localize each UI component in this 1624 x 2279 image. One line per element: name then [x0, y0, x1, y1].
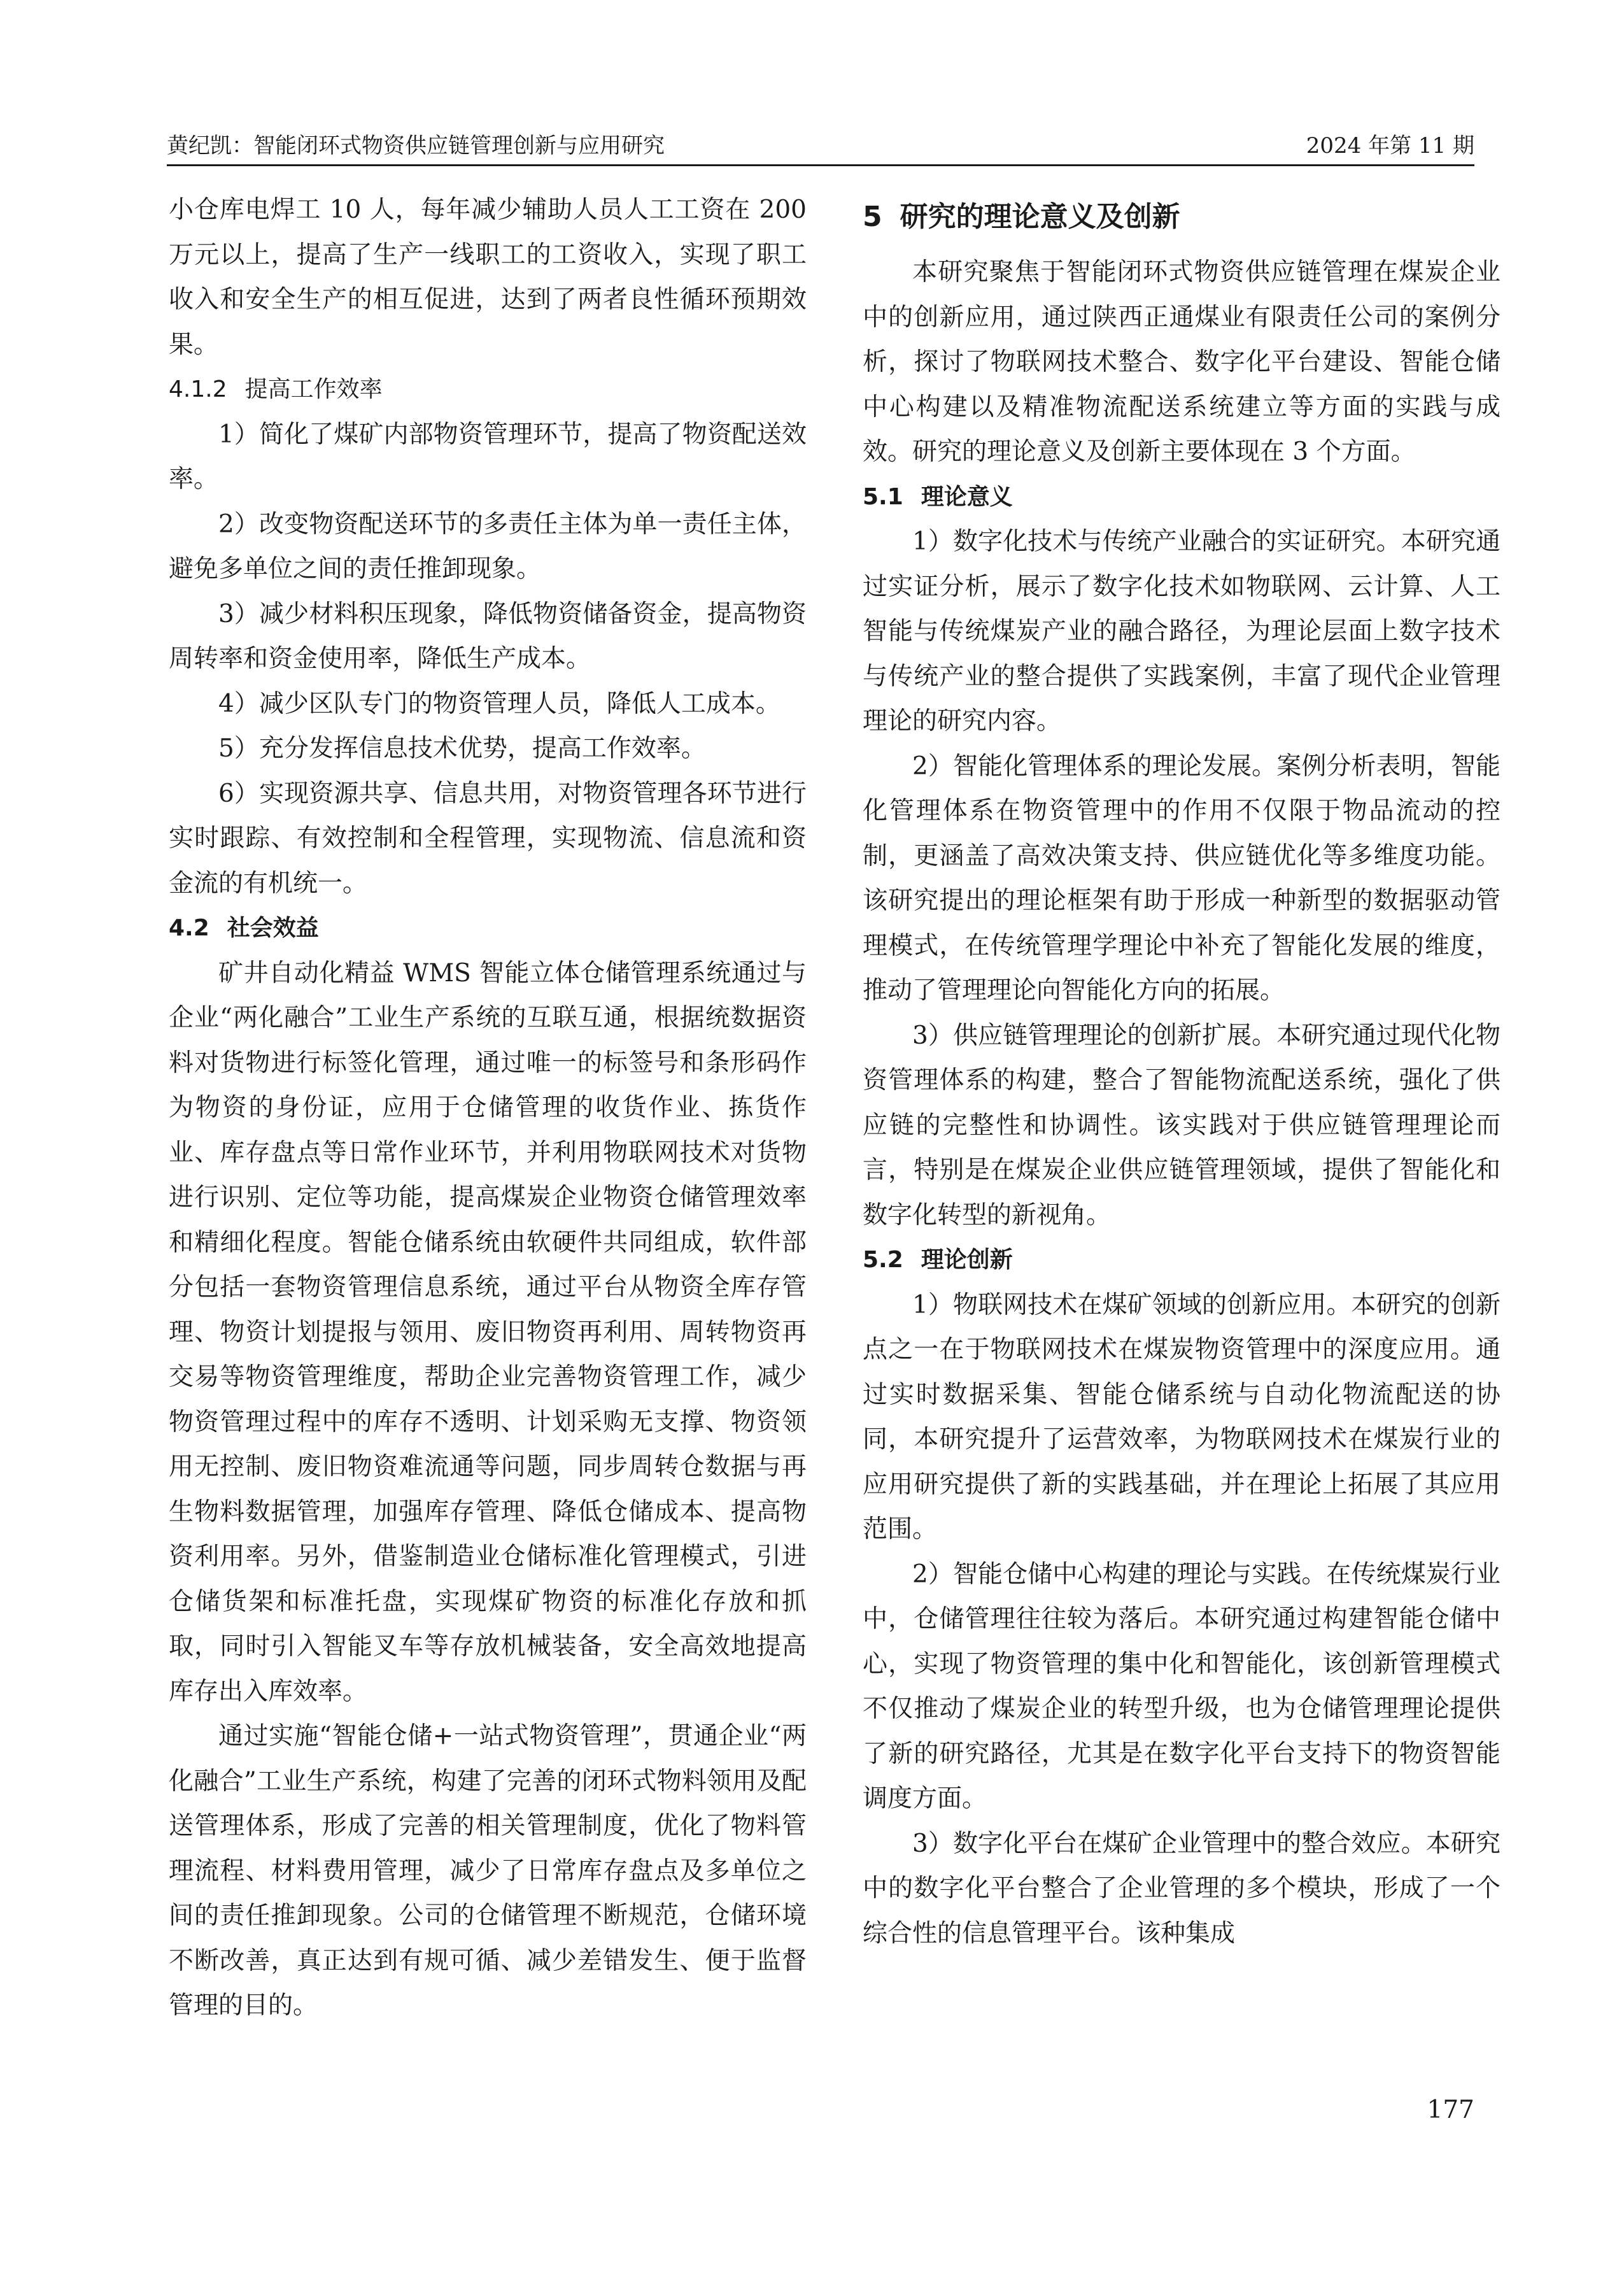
list-item: 2）智能仓储中心构建的理论与实践。在传统煤炭行业中，仓储管理往往较为落后。本研究通过构建智能仓储中心，实现了物资管理的集中化和智能化，该创新管理模式不仅推动了煤炭企业的转型升级，也为仓储管理理论提供了新的研究路径，尤其是在数字化平台支持下的物资智能调度方面。 — [863, 1559, 1500, 1813]
section-number: 4.1.2 — [169, 376, 227, 402]
section-heading-4-2 — [169, 906, 807, 951]
section-number: 5.1 — [863, 483, 903, 510]
list-item: 3）供应链管理理论的创新扩展。本研究通过现代化物资管理体系的构建，整合了智能物流配送系统，强化了供应链的完整性和协调性。该实践对于供应链管理理论而言，特别是在煤炭企业供应链管理领域，提供了智能化和数字化转型的新视角。 — [863, 1021, 1500, 1230]
body-paragraph: 通过实施“智能仓储+一站式物资管理”，贯通企业“两化融合”工业生产系统，构建了完善的闭环式物料领用及配送管理体系，形成了完善的相关管理制度，优化了物料管理流程、材料费用管理，减少了日常库存盘点及多单位之间的责任推卸现象。公司的仓储管理不断规范，仓储环境不断改善，真正达到有规可循、减少差错发生、便于监督管理的目的。 — [169, 1722, 807, 2020]
list-item: 2）智能化管理体系的理论发展。案例分析表明，智能化管理体系在物资管理中的作用不仅限于物品流动的控制，更涵盖了高效决策支持、供应链优化等多维度功能。该研究提出的理论框架有助于形成一种新型的数据驱动管理模式，在传统管理学理论中补充了智能化发展的维度，推动了管理理论向智能化方向的拓展。 — [863, 751, 1500, 1005]
list-item: 1）简化了煤矿内部物资管理环节，提高了物资配送效率。 — [169, 420, 807, 493]
subsection-heading-4-1-2 — [169, 367, 807, 413]
right-column — [863, 188, 1500, 1956]
list-item: 5）充分发挥信息技术优势，提高工作效率。 — [218, 734, 706, 763]
section-title: 社会效益 — [227, 915, 319, 941]
running-header — [167, 127, 1474, 166]
list-item: 3）数字化平台在煤矿企业管理中的整合效应。本研究中的数字化平台整合了企业管理的多个模块，形成了一个综合性的信息管理平台。该种集成 — [863, 1829, 1500, 1948]
section-heading-5-2 — [863, 1238, 1500, 1283]
body-paragraph: 矿井自动化精益 WMS 智能立体仓储管理系统通过与企业“两化融合”工业生产系统的互联互通，根据统数据资料对货物进行标签化管理，通过唯一的标签号和条形码作为物资的身份证，应用于仓储管理的收货作业、拣货作业、库存盘点等日常作业环节，并利用物联网技术对货物进行识别、定位等功能，提高煤炭企业物资仓储管理效率和精细化程度。智能仓储系统由软硬件共同组成，软件部分包括一套物资管理信息系统，通过平台从物资全库存管理、物资计划提报与领用、废旧物资再利用、周转物资再交易等物资管理维度，帮助企业完善物资管理工作，减少物资管理过程中的库存不透明、计划采购无支撑、物资领用无控制、废旧物资难流通等问题，同步周转仓数据与再生物料数据管理，加强库存管理、降低仓储成本、提高物资利用率。另外，借鉴制造业仓储标准化管理模式，引进仓储货架和标准托盘，实现煤矿物资的标准化存放和抓取，同时引入智能叉车等存放机械装备，安全高效地提高库存出入库效率。 — [169, 958, 807, 1706]
list-item: 6）实现资源共享、信息共用，对物资管理各环节进行实时跟踪、有效控制和全程管理，实现物流、信息流和资金流的有机统一。 — [169, 779, 807, 898]
list-item: 4）减少区队专门的物资管理人员，降低人工成本。 — [218, 689, 780, 718]
section-number: 5.2 — [863, 1247, 903, 1273]
list-item: 2）改变物资配送环节的多责任主体为单一责任主体，避免多单位之间的责任推卸现象。 — [169, 509, 807, 583]
left-column — [169, 188, 807, 2029]
section-title: 理论创新 — [921, 1247, 1013, 1273]
page-number: 177 — [1427, 2096, 1474, 2124]
section-number: 4.2 — [169, 915, 209, 941]
section-title: 理论意义 — [921, 483, 1013, 510]
list-item: 1）数字化技术与传统产业融合的实证研究。本研究通过实证分析，展示了数字化技术如物联网、云计算、人工智能与传统煤炭产业的融合路径，为理论层面上数字技术与传统产业的整合提供了实践案例，丰富了现代企业管理理论的研究内容。 — [863, 527, 1500, 735]
section-title: 提高工作效率 — [244, 376, 383, 402]
list-item: 3）减少材料积压现象，降低物资储备资金，提高物资周转率和资金使用率，降低生产成本。 — [169, 599, 807, 673]
section-heading-5 — [863, 193, 1500, 241]
header-issue: 2024 年第 11 期 — [1306, 133, 1474, 159]
section-number: 5 — [863, 201, 882, 233]
header-article-title: 黄纪凯：智能闭环式物资供应链管理创新与应用研究 — [167, 133, 665, 159]
section-heading-5-1 — [863, 475, 1500, 520]
body-paragraph: 本研究聚焦于智能闭环式物资供应链管理在煤炭企业中的创新应用，通过陕西正通煤业有限责任公司的案例分析，探讨了物联网技术整合、数字化平台建设、智能仓储中心构建以及精准物流配送系统建立等方面的实践与成效。研究的理论意义及创新主要体现在 3 个方面。 — [863, 258, 1500, 466]
list-item: 1）物联网技术在煤矿领域的创新应用。本研究的创新点之一在于物联网技术在煤炭物资管理中的深度应用。通过实时数据采集、智能仓储系统与自动化物流配送的协同，本研究提升了运营效率，为物联网技术在煤炭行业的应用研究提供了新的实践基础，并在理论上拓展了其应用范围。 — [863, 1290, 1500, 1544]
section-title: 研究的理论意义及创新 — [900, 201, 1180, 233]
continued-paragraph: 小仓库电焊工 10 人，每年减少辅助人员人工工资在 200 万元以上，提高了生产一线职工的工资收入，实现了职工收入和安全生产的相互促进，达到了两者良性循环预期效果。 — [169, 195, 807, 359]
